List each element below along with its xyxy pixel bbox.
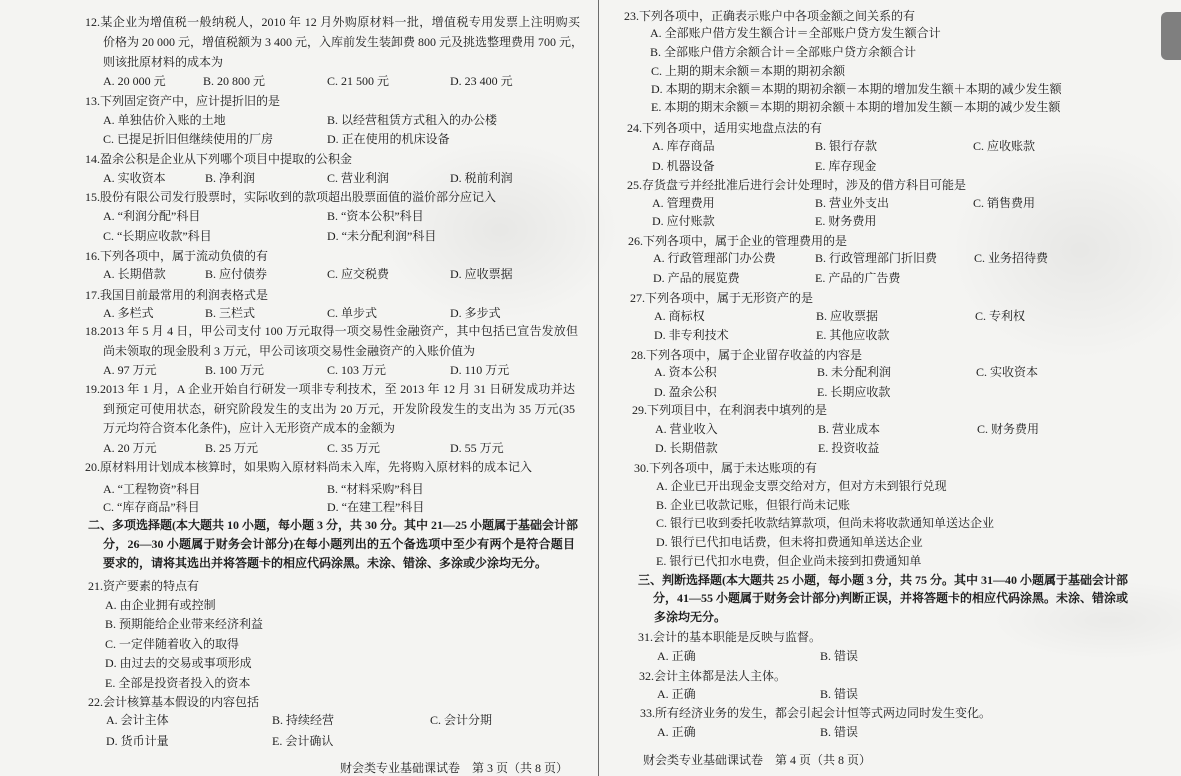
section-2-line-1: 二、多项选择题(本大题共 10 小题，每小题 3 分，共 30 分。其中 21—25 小题属于基础会计部 — [88, 518, 578, 532]
question-21-option-e: E. 全部是投资者投入的资本 — [105, 676, 251, 690]
question-23-option-d: D. 本期的期末余额＝本期的期初余额－本期的增加发生额＋本期的减少发生额 — [651, 82, 1062, 96]
question-27-option-a: A. 商标权 — [654, 309, 705, 323]
question-16-option-c: C. 应交税费 — [327, 267, 390, 281]
question-17-option-d: D. 多步式 — [450, 306, 501, 320]
question-31-stem: 31.会计的基本职能是反映与监督。 — [638, 630, 822, 644]
question-31-option-a: A. 正确 — [657, 649, 696, 663]
question-28-stem: 28.下列各项中，属于企业留存收益的内容是 — [631, 348, 863, 362]
question-23-stem: 23.下列各项中，正确表示账户中各项金额之间关系的有 — [624, 9, 916, 23]
question-30-option-e: E. 银行已代扣水电费，但企业尚未接到扣费通知单 — [656, 554, 922, 568]
question-26-stem: 26.下列各项中，属于企业的管理费用的是 — [628, 234, 848, 248]
question-30-option-c: C. 银行已收到委托收款结算款项，但尚未将收款通知单送达企业 — [656, 516, 995, 530]
question-18-option-c: C. 103 万元 — [327, 363, 387, 377]
question-18-option-d: D. 110 万元 — [450, 363, 510, 377]
question-29-option-a: A. 营业收入 — [655, 422, 718, 436]
question-28-option-d: D. 盈余公积 — [654, 385, 717, 399]
question-23-option-a: A. 全部账户借方发生额合计＝全部账户贷方发生额合计 — [650, 26, 941, 40]
question-12-stem-line-3: 则该批原材料的成本为 — [103, 55, 224, 69]
question-27-option-e: E. 其他应收款 — [816, 328, 890, 342]
question-19-stem-line-2: 到预定可使用状态，研究阶段发生的支出为 20 万元，开发阶段发生的支出为 35 万元(35 — [103, 402, 575, 416]
question-30-option-a: A. 企业已开出现金支票交给对方，但对方未到银行兑现 — [656, 479, 947, 493]
page-footer-left: 财会类专业基础课试卷 第 3 页（共 8 页） — [340, 761, 569, 775]
question-16-stem: 16.下列各项中，属于流动负债的有 — [85, 249, 269, 263]
question-21-option-c: C. 一定伴随着收入的取得 — [105, 637, 240, 651]
question-28-option-b: B. 未分配利润 — [817, 365, 892, 379]
question-22-stem: 22.会计核算基本假设的内容包括 — [88, 695, 260, 709]
question-26-option-c: C. 业务招待费 — [974, 251, 1049, 265]
question-14-option-c: C. 营业利润 — [327, 171, 390, 185]
question-27-option-b: B. 应收票据 — [816, 309, 879, 323]
question-13-stem: 13.下列固定资产中，应计提折旧的是 — [85, 94, 281, 108]
question-26-option-b: B. 行政管理部门折旧费 — [815, 251, 938, 265]
section-3-line-2: 分，41—55 小题属于财务会计部分)判断正误，并将答题卡的相应代码涂黑。未涂、错涂或 — [653, 591, 1128, 605]
question-24-option-d: D. 机器设备 — [652, 159, 715, 173]
question-19-option-d: D. 55 万元 — [450, 441, 504, 455]
question-18-stem-line-2: 尚未领取的现金股利 3 万元，甲公司该项交易性金融资产的入账价值为 — [103, 344, 476, 358]
side-panel-tab[interactable] — [1161, 12, 1181, 60]
question-26-option-e: E. 产品的广告费 — [815, 271, 901, 285]
question-22-option-c: C. 会计分期 — [430, 713, 493, 727]
question-16-option-a: A. 长期借款 — [103, 267, 166, 281]
question-25-option-d: D. 应付账款 — [652, 214, 715, 228]
question-33-stem: 33.所有经济业务的发生，都会引起会计恒等式两边同时发生变化。 — [640, 706, 992, 720]
question-16-option-d: D. 应收票据 — [450, 267, 513, 281]
question-28-option-e: E. 长期应收款 — [817, 385, 891, 399]
question-22-option-a: A. 会计主体 — [106, 713, 169, 727]
page-footer-right: 财会类专业基础课试卷 第 4 页（共 8 页） — [643, 753, 872, 767]
question-32-option-a: A. 正确 — [657, 687, 696, 701]
question-20-option-a: A. “工程物资”科目 — [103, 482, 201, 496]
question-24-option-b: B. 银行存款 — [815, 139, 878, 153]
question-21-stem: 21.资产要素的特点有 — [88, 579, 200, 593]
question-26-option-d: D. 产品的展览费 — [653, 271, 740, 285]
question-16-option-b: B. 应付债券 — [205, 267, 268, 281]
question-27-option-c: C. 专利权 — [975, 309, 1026, 323]
question-32-stem: 32.会计主体都是法人主体。 — [639, 669, 787, 683]
question-33-option-b: B. 错误 — [820, 725, 859, 739]
question-23-option-e: E. 本期的期末余额＝本期的期初余额＋本期的增加发生额－本期的减少发生额 — [651, 100, 1061, 114]
question-24-option-c: C. 应收账款 — [973, 139, 1036, 153]
question-15-stem: 15.股份有限公司发行股票时，实际收到的款项超出股票面值的溢价部分应记入 — [85, 190, 497, 204]
question-14-stem: 14.盈余公积是企业从下列哪个项目中提取的公积金 — [85, 152, 353, 166]
question-27-stem: 27.下列各项中，属于无形资产的是 — [630, 291, 814, 305]
question-12-option-a: A. 20 000 元 — [103, 74, 166, 88]
question-22-option-e: E. 会计确认 — [272, 734, 334, 748]
question-28-option-a: A. 资本公积 — [654, 365, 717, 379]
question-15-option-c: C. “长期应收款”科目 — [103, 229, 212, 243]
question-13-option-b: B. 以经营租赁方式租入的办公楼 — [327, 113, 498, 127]
question-18-stem-line-1: 18.2013 年 5 月 4 日，甲公司支付 100 万元取得一项交易性金融资产，其中包括已宣告发放但 — [85, 324, 578, 338]
question-25-option-e: E. 财务费用 — [815, 214, 877, 228]
question-19-option-a: A. 20 万元 — [103, 441, 157, 455]
question-30-option-b: B. 企业已收款记账，但银行尚未记账 — [656, 498, 851, 512]
question-13-option-d: D. 正在使用的机床设备 — [327, 132, 450, 146]
question-17-option-a: A. 多栏式 — [103, 306, 154, 320]
question-31-option-b: B. 错误 — [820, 649, 859, 663]
question-15-option-d: D. “未分配利润”科目 — [327, 229, 437, 243]
question-26-option-a: A. 行政管理部门办公费 — [653, 251, 776, 265]
question-20-option-c: C. “库存商品”科目 — [103, 500, 200, 514]
column-divider — [598, 0, 599, 776]
question-25-option-a: A. 管理费用 — [652, 196, 715, 210]
question-19-option-b: B. 25 万元 — [205, 441, 259, 455]
question-21-option-a: A. 由企业拥有或控制 — [105, 598, 216, 612]
question-12-option-d: D. 23 400 元 — [450, 74, 513, 88]
question-12-stem-line-2: 价格为 20 000 元，增值税额为 3 400 元，入库前发生装卸费 800 元及挑选整理费用 700 元， — [103, 35, 584, 49]
question-13-option-a: A. 单独估价入账的土地 — [103, 113, 226, 127]
question-20-option-d: D. “在建工程”科目 — [327, 500, 425, 514]
question-13-option-c: C. 已提足折旧但继续使用的厂房 — [103, 132, 274, 146]
question-30-option-d: D. 银行已代扣电话费，但未将扣费通知单送达企业 — [656, 535, 923, 549]
question-17-option-c: C. 单步式 — [327, 306, 378, 320]
question-21-option-b: B. 预期能给企业带来经济利益 — [105, 617, 264, 631]
section-2-line-3: 要求的，请将其选出并将答题卡的相应代码涂黑。未涂、错涂、多涂或少涂均无分。 — [103, 556, 548, 570]
question-33-option-a: A. 正确 — [657, 725, 696, 739]
question-24-option-e: E. 库存现金 — [815, 159, 877, 173]
question-15-option-a: A. “利润分配”科目 — [103, 209, 201, 223]
question-25-stem: 25.存货盘亏并经批准后进行会计处理时，涉及的借方科目可能是 — [627, 178, 967, 192]
question-23-option-c: C. 上期的期末余额＝本期的期初余额 — [651, 64, 846, 78]
section-2-line-2: 分，26—30 小题属于财务会计部分)在每小题列出的五个备选项中至少有两个是符合题目 — [103, 537, 575, 551]
question-17-stem: 17.我国目前最常用的利润表格式是 — [85, 288, 269, 302]
question-22-option-d: D. 货币计量 — [106, 734, 169, 748]
question-14-option-a: A. 实收资本 — [103, 171, 166, 185]
section-3-line-3: 多涂均无分。 — [654, 610, 727, 624]
question-23-option-b: B. 全部账户借方余额合计＝全部账户贷方余额合计 — [650, 45, 917, 59]
question-19-stem-line-3: 万元均符合资本化条件)，应计入无形资产成本的金额为 — [103, 421, 395, 435]
question-21-option-d: D. 由过去的交易或事项形成 — [105, 656, 252, 670]
question-24-option-a: A. 库存商品 — [652, 139, 715, 153]
question-29-option-d: D. 长期借款 — [655, 441, 718, 455]
question-19-option-c: C. 35 万元 — [327, 441, 381, 455]
question-18-option-a: A. 97 万元 — [103, 363, 157, 377]
question-27-option-d: D. 非专利技术 — [654, 328, 729, 342]
question-29-stem: 29.下列项目中，在利润表中填列的是 — [632, 403, 828, 417]
question-20-option-b: B. “材料采购”科目 — [327, 482, 424, 496]
question-12-stem-line-1: 12.某企业为增值税一般纳税人，2010 年 12 月外购原材料一批，增值税专用发票上注明购买 — [85, 15, 580, 29]
question-14-option-d: D. 税前利润 — [450, 171, 513, 185]
question-20-stem: 20.原材料用计划成本核算时，如果购入原材料尚未入库，先将购入原材料的成本记入 — [85, 460, 533, 474]
question-12-option-c: C. 21 500 元 — [327, 74, 390, 88]
section-3-line-1: 三、判断选择题(本大题共 25 小题，每小题 3 分，共 75 分。其中 31—40 小题属于基础会计部 — [638, 573, 1128, 587]
question-17-option-b: B. 三栏式 — [205, 306, 256, 320]
question-18-option-b: B. 100 万元 — [205, 363, 265, 377]
question-24-stem: 24.下列各项中，适用实地盘点法的有 — [627, 121, 823, 135]
question-25-option-b: B. 营业外支出 — [815, 196, 890, 210]
question-15-option-b: B. “资本公积”科目 — [327, 209, 424, 223]
question-25-option-c: C. 销售费用 — [973, 196, 1036, 210]
question-29-option-b: B. 营业成本 — [818, 422, 881, 436]
question-28-option-c: C. 实收资本 — [976, 365, 1039, 379]
question-29-option-c: C. 财务费用 — [977, 422, 1040, 436]
question-22-option-b: B. 持续经营 — [272, 713, 335, 727]
question-30-stem: 30.下列各项中，属于未达账项的有 — [634, 461, 818, 475]
question-19-stem-line-1: 19.2013 年 1 月，A 企业开始自行研发一项非专利技术，至 2013 年 12 月 31 日研发成功并达 — [85, 382, 575, 396]
question-14-option-b: B. 净利润 — [205, 171, 256, 185]
question-32-option-b: B. 错误 — [820, 687, 859, 701]
question-29-option-e: E. 投资收益 — [818, 441, 880, 455]
question-12-option-b: B. 20 800 元 — [203, 74, 266, 88]
